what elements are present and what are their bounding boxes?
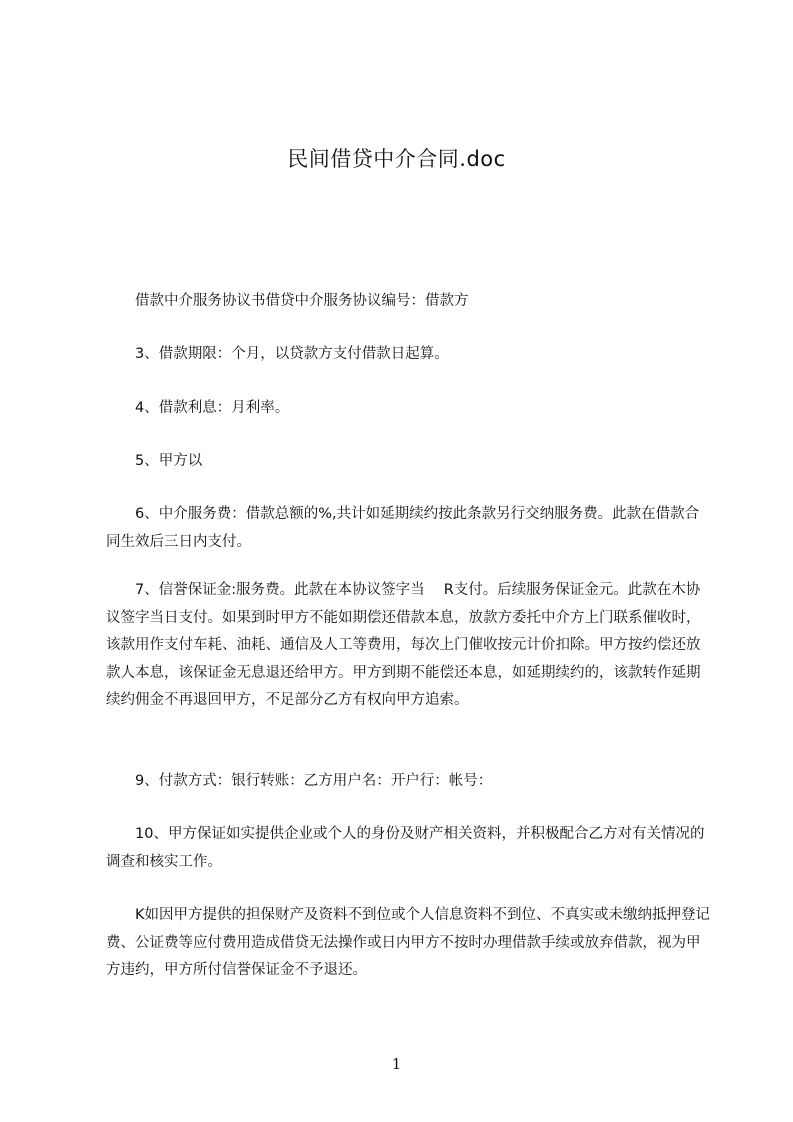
document-title: 民间借贷中介合同.doc bbox=[287, 147, 506, 171]
paragraph-payment-method: 9、付款方式：银行转账：乙方用户名：开户行：帐号： bbox=[135, 773, 493, 789]
paragraph-service-fee: 6、中介服务费：借款总额的%,共计如延期续约按此条款另行交纳服务费。此款在借款合同生效后三日内支付。 bbox=[106, 506, 700, 550]
paragraph-interest: 4、借款利息：月利率。 bbox=[135, 400, 290, 416]
paragraph-loan-term: 3、借款期限：个月，以贷款方支付借款日起算。 bbox=[135, 346, 449, 362]
paragraph-intro: 借款中介服务协议书借贷中介服务协议编号：借款方 bbox=[135, 293, 469, 309]
page-number: 1 bbox=[391, 1055, 402, 1073]
paragraph-deposit: 7、信誉保证金:服务费。此款在本协议签字当 R支付。后续服务保证金元。此款在木协议签字当日支付。如果到时甲方不能如期偿还借款本息，放款方委托中介方上门联系催收时，该款用作支付车耗、油耗、通信及人工等费用，每次上门催收按元计价扣除。甲方按约偿还放款人本息，该保证金无息退还给甲方。甲方到期不能偿还本息，如延期续约的，该款转作延期续约佣金不再退回甲方，不足部分乙方有权向甲方追索。 bbox=[106, 582, 701, 708]
paragraph-default: K如因甲方提供的担保财产及资料不到位或个人信息资料不到位、不真实或未缴纳抵押登记费、公证费等应付费用造成借贷无法操作或日内甲方不按时办理借款手续或放弃借款，视为甲方违约，甲方所付信誉保证金不予退还。 bbox=[106, 907, 711, 978]
paragraph-guarantee: 10、甲方保证如实提供企业或个人的身份及财产相关资料，并积极配合乙方对有关情况的调查和核实工作。 bbox=[106, 826, 705, 870]
paragraph-item-5: 5、甲方以 bbox=[135, 453, 203, 469]
